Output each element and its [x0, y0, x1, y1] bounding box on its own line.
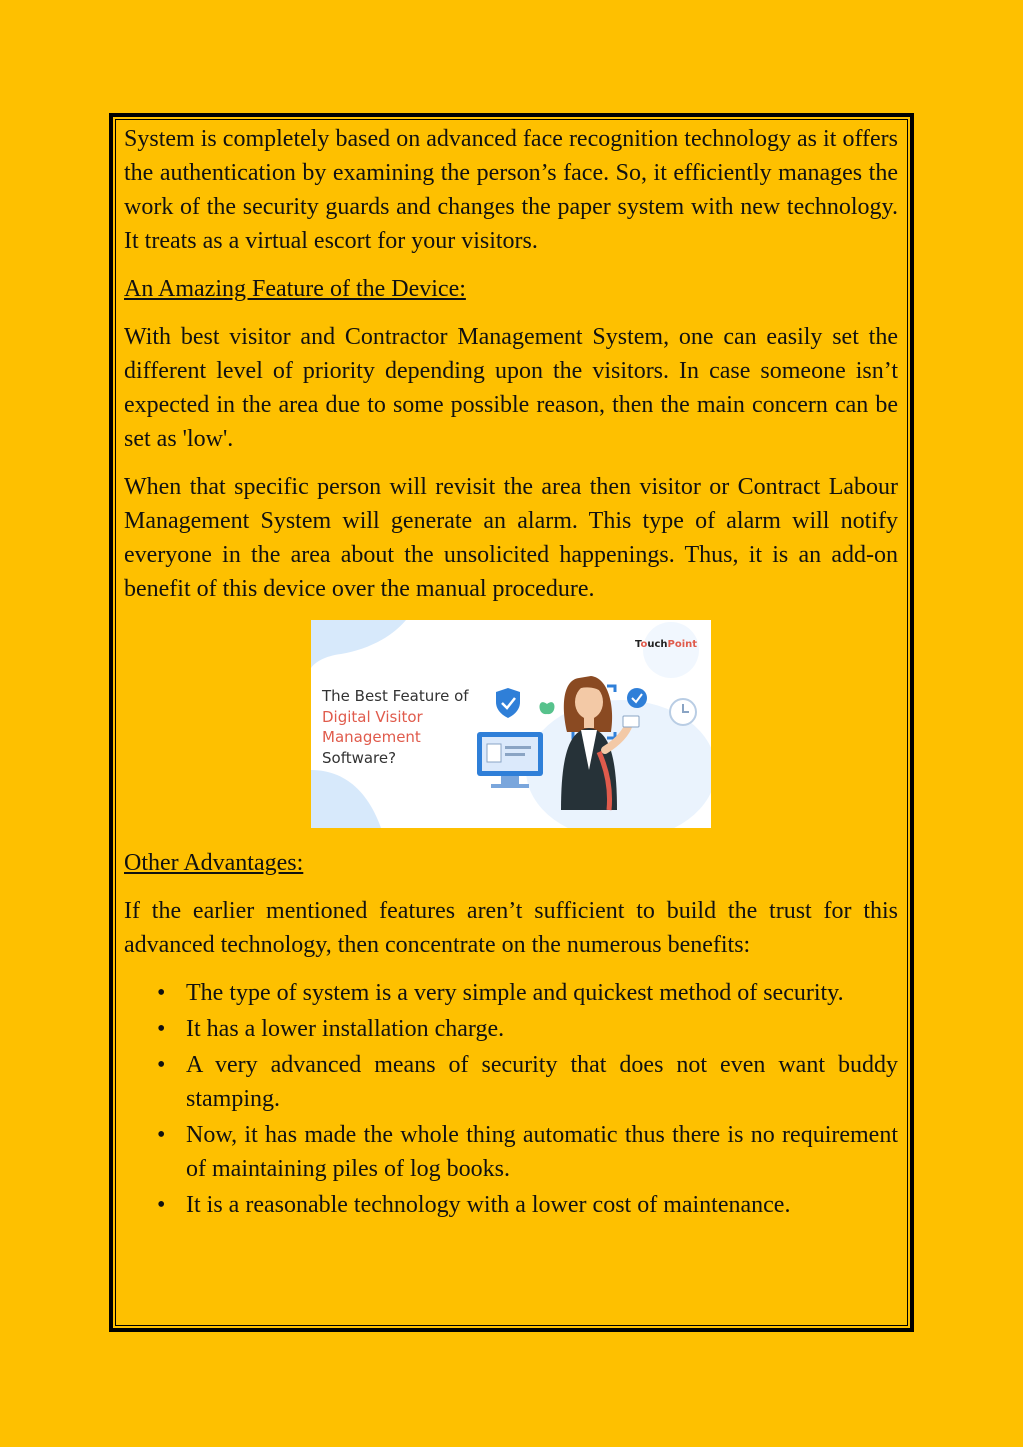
- bottom-left-blob: [311, 770, 381, 828]
- feature-paragraph-2: When that specific person will revisit the area then visitor or Contract Labour Management System will generate an alarm. This type of alarm will notify everyone in the area about the unsolicited happenings. Thus, it is an add-on benefit of this device over the manual procedure.: [124, 474, 898, 602]
- top-left-blob: [311, 620, 406, 668]
- woman-face: [575, 685, 603, 719]
- feature-paragraph-1: With best visitor and Contractor Management System, one can easily set the different level of priority depending upon the visitors. In case someone isn’t expected in the area due to some possible reason, then the main concern can be set as 'low'.: [124, 324, 898, 452]
- shield-check-icon: [496, 688, 520, 718]
- plant-icon: [540, 702, 555, 714]
- intro-paragraph: System is completely based on advanced face recognition technology as it offers the authentication by examining the person’s face. So, it efficiently manages the work of the security guards and changes the paper system with new technology. It treats as a virtual escort for your visitors.: [124, 126, 898, 254]
- list-item: • It is a reasonable technology with a lower cost of maintenance.: [186, 1188, 898, 1222]
- list-item: • The type of system is a very simple and quickest method of security.: [186, 976, 898, 1010]
- benefits-list: [124, 976, 898, 1222]
- feature-heading: An Amazing Feature of the Device:: [124, 276, 466, 302]
- id-card-icon: [623, 716, 639, 727]
- list-item: • It has a lower installation charge.: [186, 1012, 898, 1046]
- list-item: • A very advanced means of security that does not even want buddy stamping.: [186, 1048, 898, 1116]
- list-item: • Now, it has made the whole thing automatic thus there is no requirement of maintaining piles of log books.: [186, 1118, 898, 1186]
- shield-check-icon-right: [627, 688, 647, 708]
- advantages-heading: Other Advantages:: [124, 850, 304, 876]
- touchpoint-logo: TouchPoint: [635, 639, 698, 650]
- document-body: [124, 122, 898, 1224]
- illustration-title: The Best Feature of Digital Visitor Management Software?: [322, 687, 469, 767]
- feature-illustration: [311, 620, 711, 828]
- advantages-intro: If the earlier mentioned features aren’t sufficient to build the trust for this advanced technology, then concentrate on the numerous benefits:: [124, 898, 898, 958]
